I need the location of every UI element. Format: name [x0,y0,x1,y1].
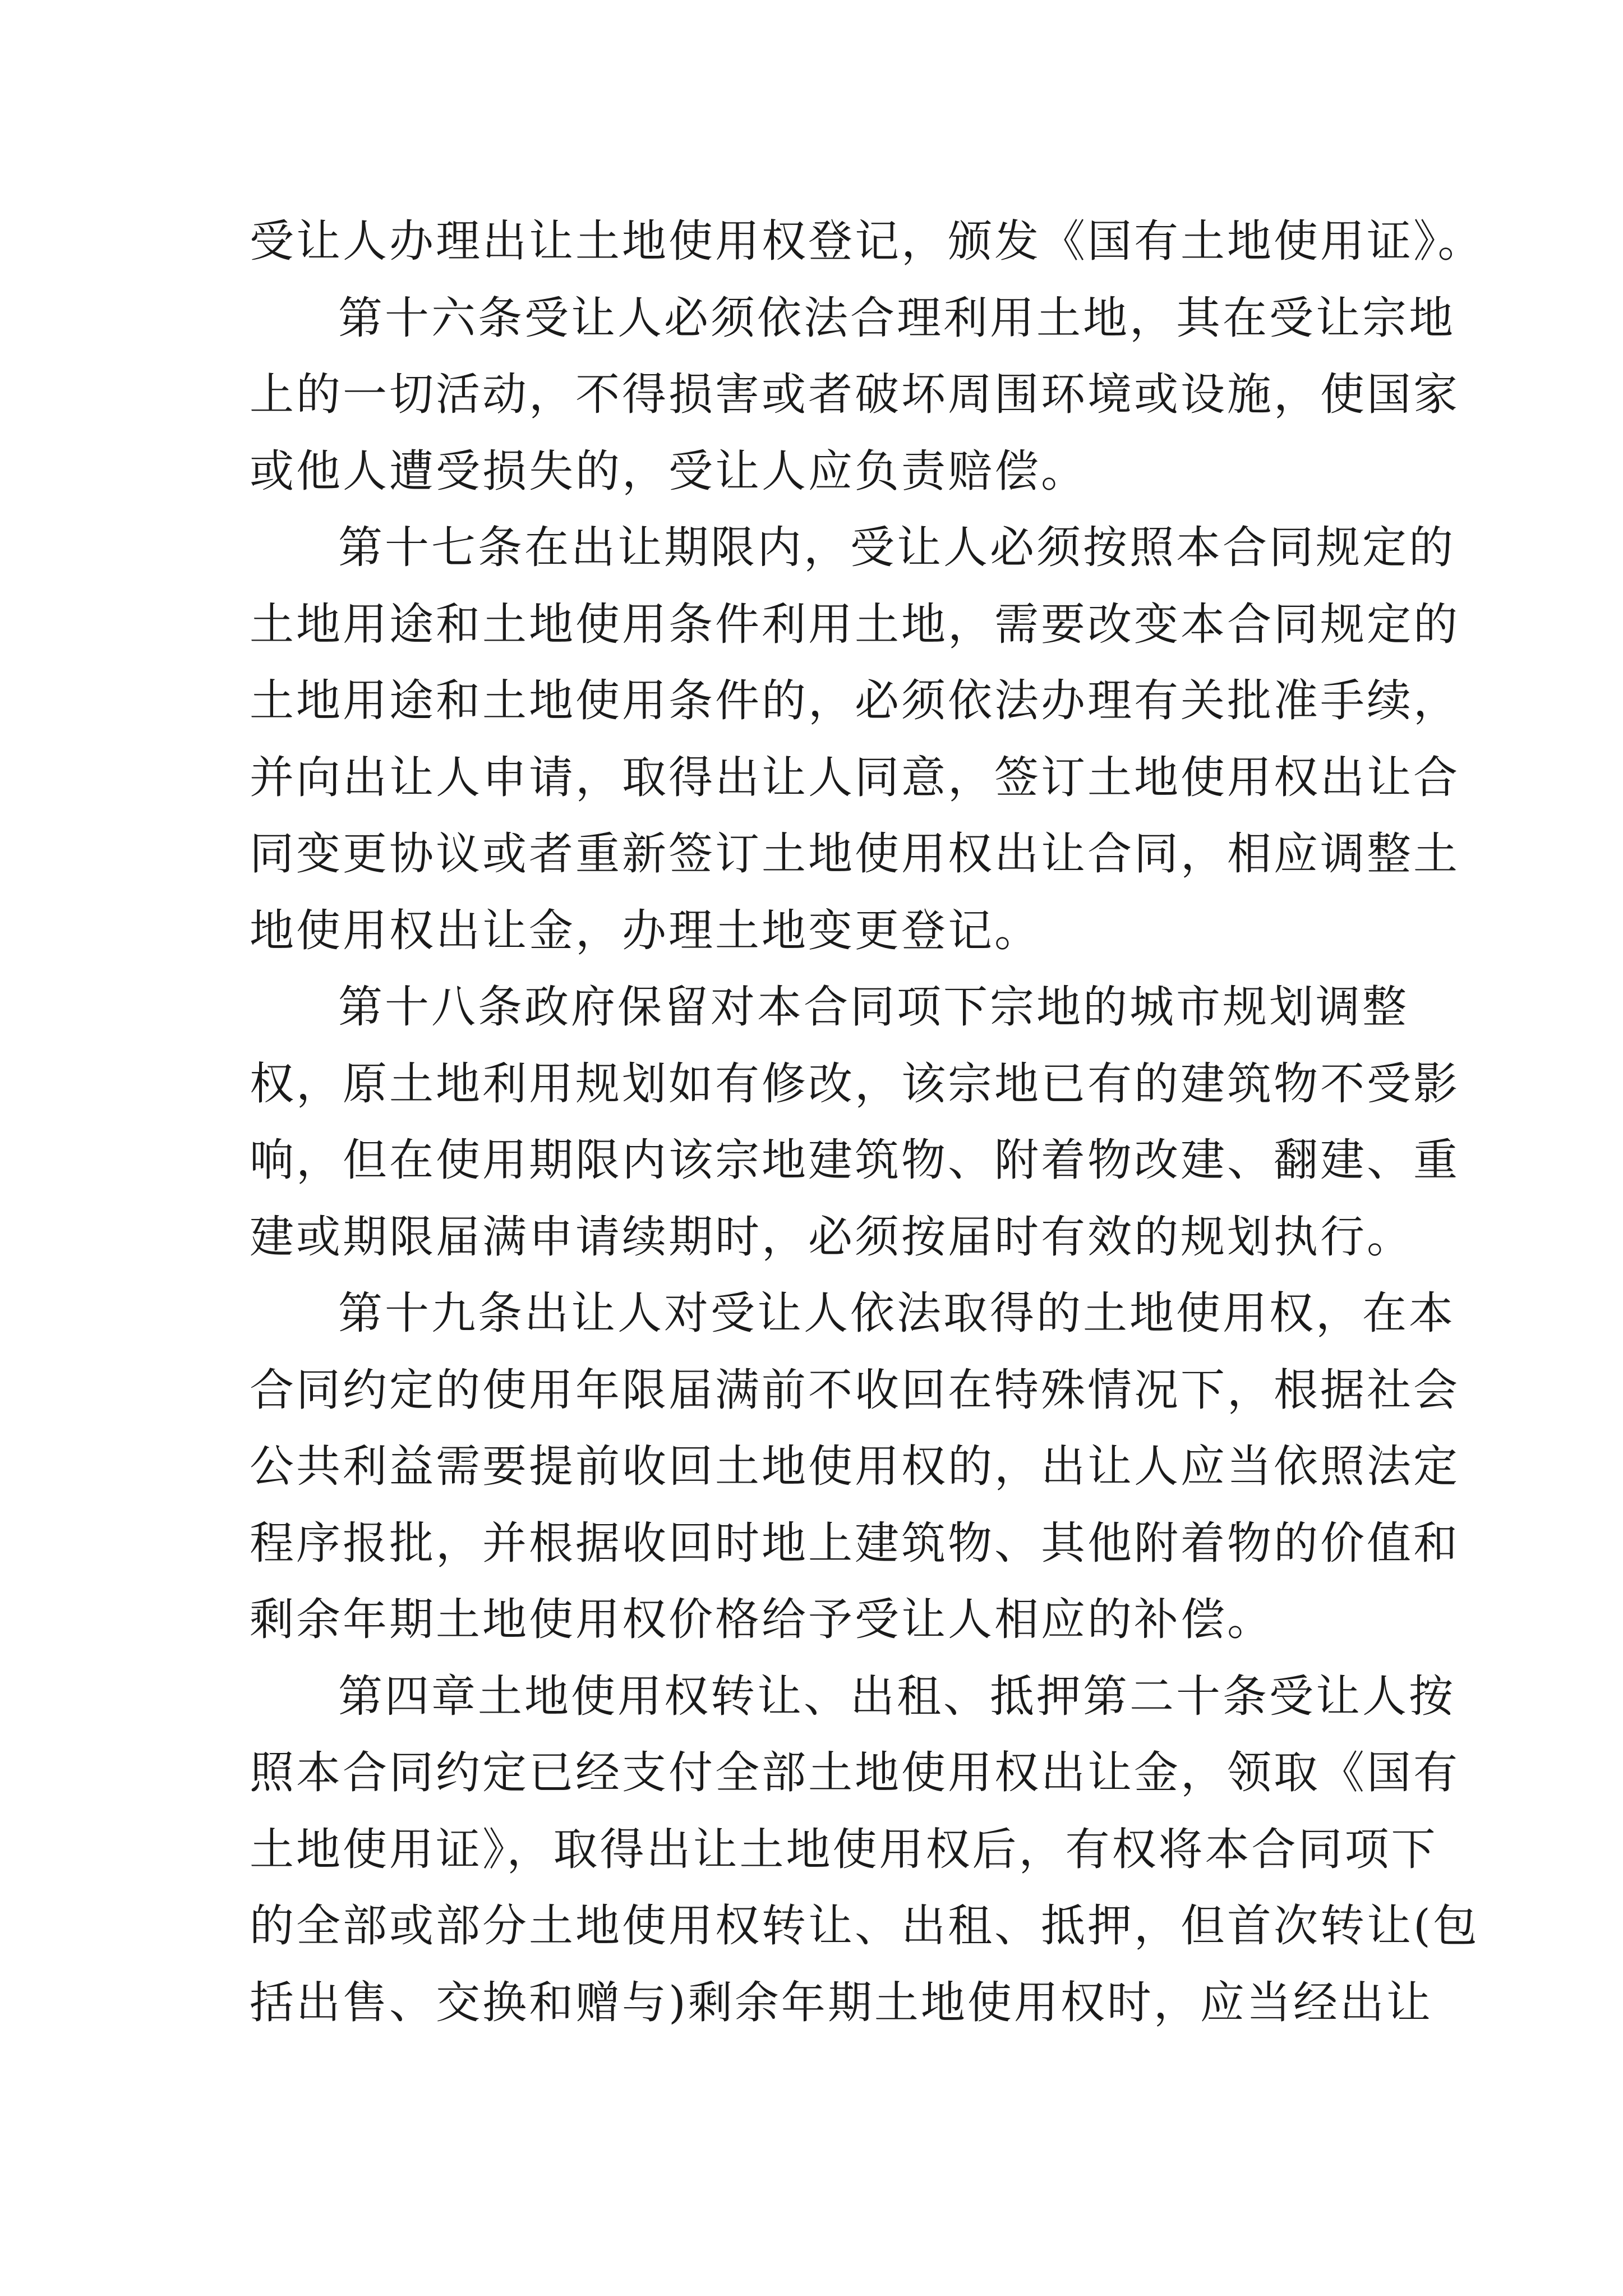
text-line: 第十九条出让人对受让人依法取得的土地使用权，在本 [338,1287,1455,1339]
text-line: 土地用途和土地使用条件的，必须依法办理有关批准手续， [250,675,1460,726]
body-text [250,203,1484,2041]
text-line: 第十八条政府保留对本合同项下宗地的城市规划调整 [338,981,1409,1033]
text-line: 地使用权出让金，办理土地变更登记。 [250,904,1041,956]
text-line: 权，原土地利用规划如有修改，该宗地已有的建筑物不受影 [250,1057,1460,1110]
text-line: 程序报批，并根据收回时地上建筑物、其他附着物的价值和 [250,1517,1460,1569]
text-line: 括出售、交换和赠与)剩余年期土地使用权时，应当经出让 [250,1976,1433,2028]
text-line: 第十六条受让人必须依法合理利用土地，其在受让宗地 [338,292,1455,344]
text-line: 公共利益需要提前收回土地使用权的，出让人应当依照法定 [250,1441,1460,1492]
text-line: 受让人办理出让土地使用权登记，颁发《国有土地使用证》。 [250,215,1484,267]
text-line: 土地用途和土地使用条件利用土地，需要改变本合同规定的 [250,598,1460,650]
text-line: 剩余年期土地使用权价格给予受让人相应的补偿。 [250,1594,1274,1645]
text-line: 同变更协议或者重新签订土地使用权出让合同，相应调整土 [250,828,1460,880]
text-line: 上的一切活动，不得损害或者破坏周围环境或设施，使国家 [250,369,1460,420]
text-line: 第四章土地使用权转让、出租、抵押第二十条受让人按 [338,1670,1455,1722]
text-line: 的全部或部分土地使用权转让、出租、抵押，但首次转让(包 [250,1900,1479,1952]
text-line: 土地使用证》，取得出让土地使用权后，有权将本合同项下 [250,1823,1438,1875]
text-line: 建或期限届满申请续期时，必须按届时有效的规划执行。 [250,1211,1413,1263]
text-line: 响，但在使用期限内该宗地建筑物、附着物改建、翻建、重 [250,1134,1460,1186]
text-line: 合同约定的使用年限届满前不收回在特殊情况下，根据社会 [250,1364,1460,1416]
text-line: 照本合同约定已经支付全部土地使用权出让金，领取《国有 [250,1747,1460,1798]
text-line: 或他人遭受损失的，受让人应负责赔偿。 [250,445,1087,497]
text-line: 并向出让人申请，取得出让人同意，签订土地使用权出让合 [250,751,1460,803]
text-line: 第十七条在出让期限内，受让人必须按照本合同规定的 [338,522,1455,573]
